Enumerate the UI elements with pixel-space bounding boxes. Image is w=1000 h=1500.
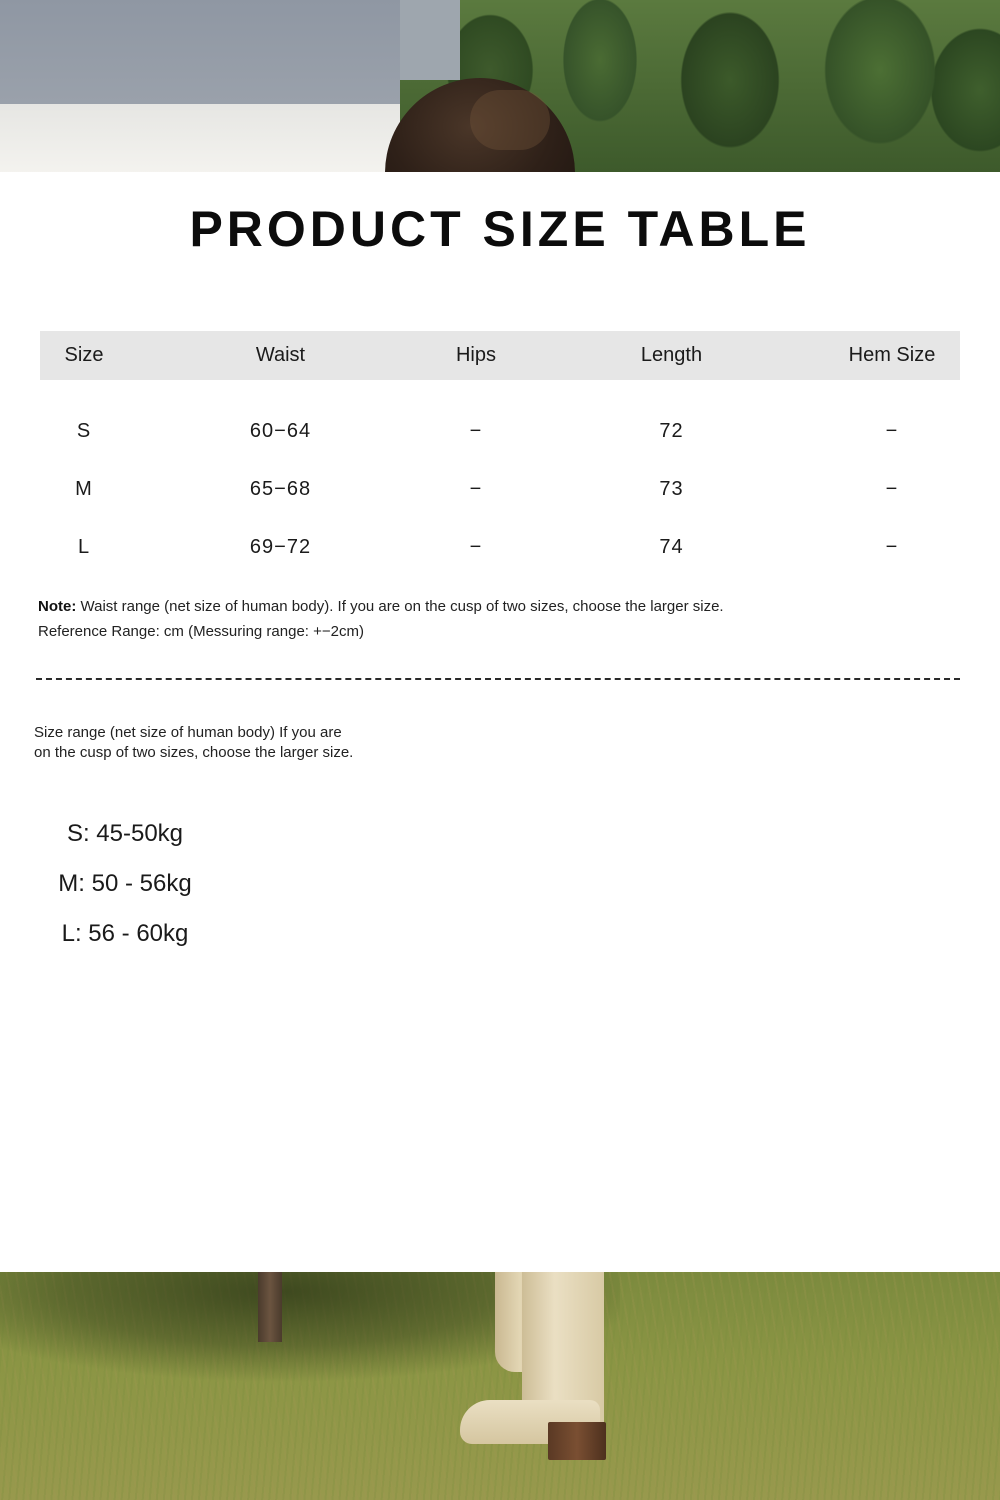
cell-hem-size: − bbox=[885, 477, 899, 500]
table-header-row bbox=[40, 331, 960, 380]
dashed-divider bbox=[36, 678, 960, 680]
photo-wall bbox=[0, 104, 400, 172]
weight-list bbox=[40, 814, 210, 964]
weight-item-m: M: 50 - 56kg bbox=[58, 870, 192, 897]
cell-length: 73 bbox=[659, 477, 684, 500]
cell-size: L bbox=[77, 535, 91, 558]
table-row bbox=[40, 518, 960, 576]
cell-hem-size: − bbox=[885, 419, 899, 442]
header-hem-size: Hem Size bbox=[848, 344, 936, 366]
weight-item-l: L: 56 - 60kg bbox=[61, 920, 189, 947]
cell-length: 74 bbox=[659, 535, 684, 558]
cell-hem-size: − bbox=[885, 535, 899, 558]
top-product-photo bbox=[0, 0, 1000, 172]
table-body bbox=[40, 402, 960, 576]
page-title: PRODUCT SIZE TABLE bbox=[189, 201, 811, 257]
cell-hips: − bbox=[469, 535, 483, 558]
size-note bbox=[38, 594, 724, 644]
cell-size: M bbox=[75, 477, 93, 500]
photo-boot-heel bbox=[548, 1422, 606, 1460]
header-length: Length bbox=[640, 344, 703, 366]
cell-waist: 65−68 bbox=[249, 477, 312, 500]
cell-length: 72 bbox=[659, 419, 684, 442]
size-range-line-2: on the cusp of two sizes, choose the larger size. bbox=[34, 744, 354, 761]
photo-hair-highlight bbox=[470, 90, 550, 150]
note-text: Waist range (net size of human body). If you are on the cusp of two sizes, choose the larger size. bbox=[76, 598, 724, 615]
reference-range: Reference Range: cm (Messuring range: +−2cm) bbox=[38, 623, 364, 640]
size-range-line-1: Size range (net size of human body) If you are bbox=[34, 724, 342, 741]
header-hips: Hips bbox=[455, 344, 496, 366]
header-waist: Waist bbox=[255, 344, 306, 366]
cell-waist: 69−72 bbox=[249, 535, 312, 558]
table-row bbox=[40, 402, 960, 460]
cell-waist: 60−64 bbox=[249, 419, 312, 442]
cell-size: S bbox=[76, 419, 92, 442]
size-range-text bbox=[34, 723, 353, 763]
cell-hips: − bbox=[469, 419, 483, 442]
size-table bbox=[40, 331, 960, 576]
note-line bbox=[38, 594, 724, 619]
cell-hips: − bbox=[469, 477, 483, 500]
header-size: Size bbox=[64, 344, 104, 366]
photo-post bbox=[258, 1272, 282, 1342]
weight-item-s: S: 45-50kg bbox=[66, 820, 184, 847]
photo-sky bbox=[400, 0, 460, 80]
table-row bbox=[40, 460, 960, 518]
note-label: Note: bbox=[38, 598, 77, 615]
bottom-product-photo bbox=[0, 1272, 1000, 1500]
